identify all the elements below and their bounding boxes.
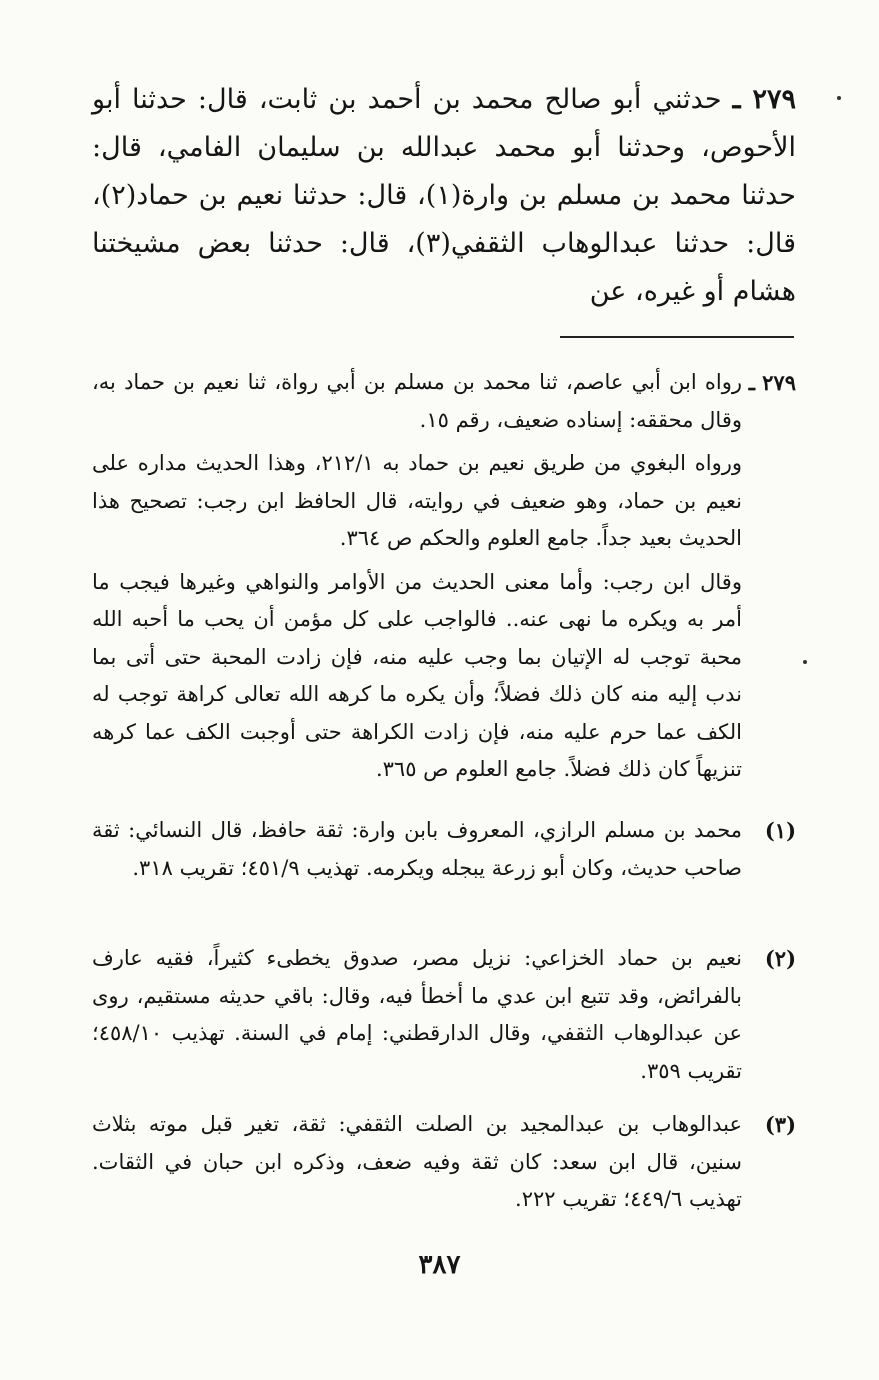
footnote-1	[92, 812, 796, 887]
footnote-279	[92, 364, 796, 789]
main-hadith-text	[92, 76, 796, 316]
page-number: ٣٨٧	[418, 1250, 461, 1280]
footnote-text: عبدالوهاب بن عبدالمجيد بن الصلت الثقفي: ثقة، تغير قبل موته بثلاث سنين، قال ابن سعد: كان ثقة وفيه ضعف، وذكره ابن حبان في الثقات. تهذيب ٤٤٩/٦؛ تقريب ٢٢٢.	[92, 1112, 742, 1211]
footnote-separator	[560, 336, 794, 338]
hadith-number: ٢٧٩ ـ	[732, 84, 796, 115]
footnote-label: ٢٧٩ ـ	[748, 370, 796, 395]
footnote-label: (١)	[764, 818, 796, 843]
footnote-label: (٢)	[764, 946, 796, 971]
footnote-2	[92, 940, 796, 1090]
footnote-paragraph: وقال ابن رجب: وأما معنى الحديث من الأوامر والنواهي وغيرها فيجب ما أمر به ويكره ما نهى عنه.. فالواجب على كل مؤمن أن يحب ما أحبه الله محبة توجب له الإتيان بما وجب عليه منه، فإن زادت المحبة حتى أتى بما ندب إليه منه كان ذلك فضلاً؛ وأن يكره ما كرهه الله تعالى كراهة توجب له الكف عما حرم عليه منه، فإن زادت الكراهة حتى أوجبت الكف عما كرهه تنزيهاً كان ذلك فضلاً. جامع العلوم ص ٣٦٥.	[92, 569, 742, 781]
footnote-text: نعيم بن حماد الخزاعي: نزيل مصر، صدوق يخطىء كثيراً، فقيه عارف بالفرائض، وقد تتبع ابن عدي ما أخطأ فيه، وقال: باقي حديثه مستقيم، روى عن عبدالوهاب الثقفي، وقال الدارقطني: إمام في السنة. تهذيب ٤٥٨/١٠؛ تقريب ٣٥٩.	[92, 946, 742, 1083]
scan-speck	[803, 660, 807, 664]
footnote-text: رواه ابن أبي عاصم، ثنا محمد بن مسلم بن أبي رواة، ثنا نعيم بن حماد به، وقال محققه: إسناده ضعيف، رقم ١٥.	[92, 370, 742, 432]
footnote-text: محمد بن مسلم الرازي، المعروف بابن وارة: ثقة حافظ، قال النسائي: ثقة صاحب حديث، وكان أبو زرعة يبجله ويكرمه. تهذيب ٤٥١/٩؛ تقريب ٣١٨.	[92, 818, 742, 880]
hadith-isnad: حدثني أبو صالح محمد بن أحمد بن ثابت، قال: حدثنا أبو الأحوص، وحدثنا أبو محمد عبدالله بن سليمان الفامي، قال: حدثنا محمد بن مسلم بن وارة(١)، قال: حدثنا نعيم بن حماد(٢)، قال: حدثنا عبدالوهاب الثقفي(٣)، قال: حدثنا بعض مشيختنا هشام أو غيره، عن	[92, 84, 796, 307]
footnote-paragraph: ورواه البغوي من طريق نعيم بن حماد به ٢١٢/١، وهذا الحديث مداره على نعيم بن حماد، وهو ضعيف في روايته، قال الحافظ ابن رجب: تصحيح هذا الحديث بعيد جداً. جامع العلوم والحكم ص ٣٦٤.	[92, 451, 742, 550]
footnote-3	[92, 1106, 796, 1219]
scan-speck	[837, 96, 841, 100]
footnote-label: (٣)	[764, 1112, 796, 1137]
